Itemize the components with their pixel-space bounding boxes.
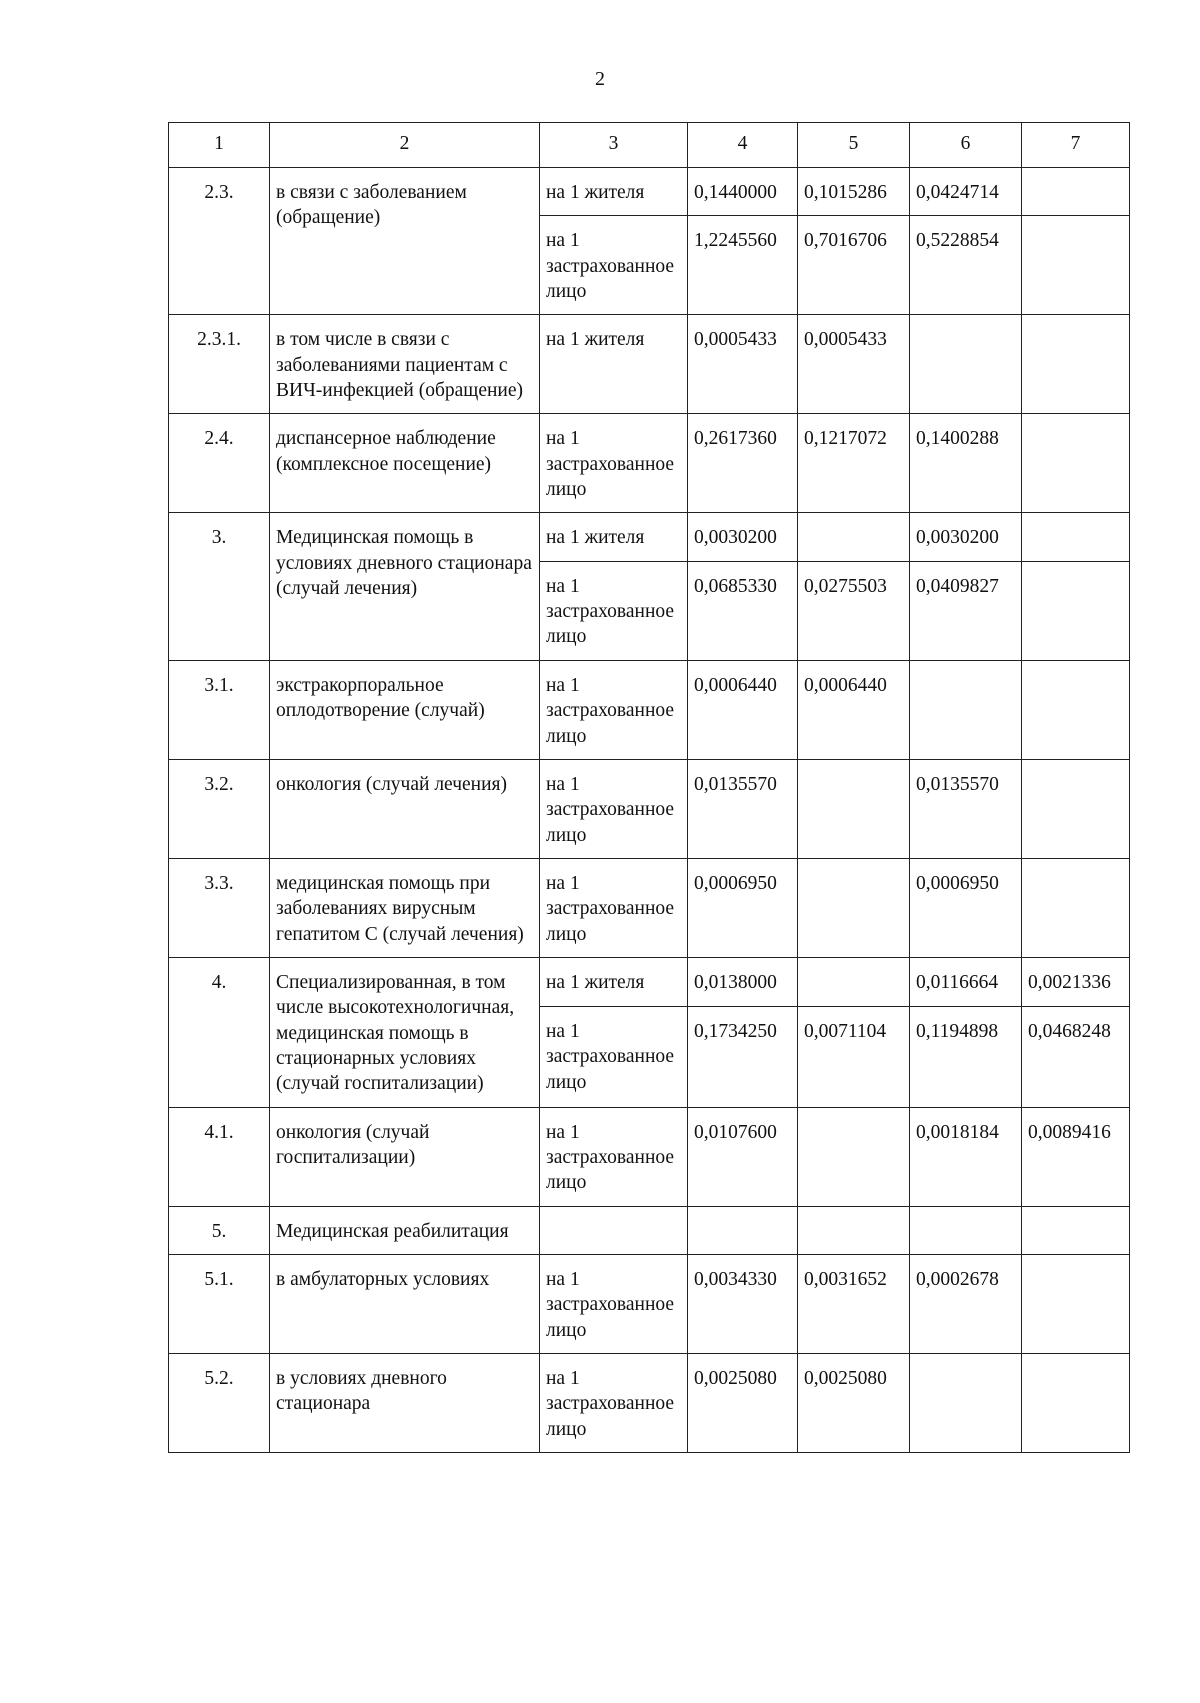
row-name: в амбулаторных условиях [270,1255,540,1354]
value-col-7: 0,0089416 [1022,1107,1130,1206]
value-col-4: 0,0006440 [688,660,798,759]
value-col-6: 0,5228854 [910,216,1022,315]
row-name: Медицинская реабилитация [270,1206,540,1254]
value-col-4: 0,2617360 [688,414,798,513]
value-col-6: 0,1400288 [910,414,1022,513]
value-col-4: 0,1734250 [688,1007,798,1108]
value-col-7 [1022,315,1130,414]
row-unit: на 1 застрахованное лицо [540,1107,688,1206]
row-number: 4. [169,957,270,1107]
value-col-6 [910,315,1022,414]
value-col-4: 0,0005433 [688,315,798,414]
value-col-5: 0,0275503 [798,561,910,660]
row-number: 5.1. [169,1255,270,1354]
row-unit: на 1 застрахованное лицо [540,1354,688,1453]
indicators-table [168,122,1130,1453]
value-col-7 [1022,1206,1130,1254]
row-unit: на 1 жителя [540,168,688,216]
row-name: диспансерное наблюдение (комплексное посещение) [270,414,540,513]
value-col-7: 0,0021336 [1022,957,1130,1006]
value-col-6: 0,1194898 [910,1007,1022,1108]
value-col-4: 0,0025080 [688,1354,798,1453]
row-number: 3.3. [169,858,270,957]
value-col-4: 1,2245560 [688,216,798,315]
value-col-5: 0,0006440 [798,660,910,759]
value-col-4: 0,0685330 [688,561,798,660]
value-col-4: 0,0034330 [688,1255,798,1354]
row-number: 5. [169,1206,270,1254]
table-row [169,513,1130,561]
value-col-6 [910,660,1022,759]
row-name: Медицинская помощь в условиях дневного стационара (случай лечения) [270,513,540,660]
row-unit: на 1 застрахованное лицо [540,1007,688,1108]
value-col-4: 0,1440000 [688,168,798,216]
row-unit [540,1206,688,1254]
row-unit: на 1 жителя [540,315,688,414]
value-col-4 [688,1206,798,1254]
column-header: 5 [798,123,910,168]
value-col-5 [798,957,910,1006]
value-col-5: 0,0071104 [798,1007,910,1108]
row-unit: на 1 застрахованное лицо [540,858,688,957]
value-col-7 [1022,414,1130,513]
row-unit: на 1 застрахованное лицо [540,759,688,858]
value-col-7 [1022,1354,1130,1453]
table-row [169,414,1130,513]
row-unit: на 1 застрахованное лицо [540,414,688,513]
row-unit: на 1 застрахованное лицо [540,216,688,315]
value-col-6: 0,0135570 [910,759,1022,858]
value-col-7 [1022,660,1130,759]
column-header: 7 [1022,123,1130,168]
row-name: онкология (случай лечения) [270,759,540,858]
row-number: 3.1. [169,660,270,759]
row-unit: на 1 застрахованное лицо [540,561,688,660]
row-name: экстракорпоральное оплодотворение (случай) [270,660,540,759]
value-col-6: 0,0409827 [910,561,1022,660]
row-number: 5.2. [169,1354,270,1453]
value-col-5 [798,759,910,858]
value-col-6: 0,0002678 [910,1255,1022,1354]
row-number: 2.4. [169,414,270,513]
value-col-5: 0,7016706 [798,216,910,315]
value-col-5 [798,1107,910,1206]
table-row [169,1206,1130,1254]
table-row [169,1255,1130,1354]
row-number: 2.3. [169,168,270,315]
value-col-7 [1022,513,1130,561]
table-header-row [169,123,1130,168]
value-col-5 [798,513,910,561]
row-unit: на 1 застрахованное лицо [540,1255,688,1354]
row-unit: на 1 застрахованное лицо [540,660,688,759]
value-col-7 [1022,216,1130,315]
value-col-6: 0,0006950 [910,858,1022,957]
value-col-6: 0,0424714 [910,168,1022,216]
value-col-6: 0,0018184 [910,1107,1022,1206]
value-col-6 [910,1354,1022,1453]
row-name: в условиях дневного стационара [270,1354,540,1453]
table-row [169,1107,1130,1206]
column-header: 1 [169,123,270,168]
table-row [169,759,1130,858]
value-col-5: 0,0005433 [798,315,910,414]
value-col-4: 0,0107600 [688,1107,798,1206]
table-row [169,315,1130,414]
value-col-5: 0,1217072 [798,414,910,513]
value-col-6: 0,0116664 [910,957,1022,1006]
row-name: в том числе в связи с заболеваниями пациентам с ВИЧ-инфекцией (обращение) [270,315,540,414]
value-col-7 [1022,1255,1130,1354]
table-row [169,957,1130,1006]
row-name: медицинская помощь при заболеваниях вирусным гепатитом С (случай лечения) [270,858,540,957]
value-col-5: 0,0025080 [798,1354,910,1453]
row-number: 3. [169,513,270,660]
row-number: 2.3.1. [169,315,270,414]
column-header: 4 [688,123,798,168]
value-col-4: 0,0135570 [688,759,798,858]
column-header: 6 [910,123,1022,168]
value-col-7 [1022,759,1130,858]
value-col-7: 0,0468248 [1022,1007,1130,1108]
column-header: 3 [540,123,688,168]
value-col-4: 0,0006950 [688,858,798,957]
table-row [169,660,1130,759]
value-col-5: 0,1015286 [798,168,910,216]
value-col-4: 0,0030200 [688,513,798,561]
value-col-4: 0,0138000 [688,957,798,1006]
row-unit: на 1 жителя [540,513,688,561]
value-col-5 [798,1206,910,1254]
table-row [169,168,1130,216]
page-number: 2 [595,68,605,90]
value-col-7 [1022,858,1130,957]
value-col-6: 0,0030200 [910,513,1022,561]
column-header: 2 [270,123,540,168]
row-name: Специализированная, в том числе высокотехнологичная, медицинская помощь в стационарных условиях (случай госпитализации) [270,957,540,1107]
row-number: 4.1. [169,1107,270,1206]
row-unit: на 1 жителя [540,957,688,1006]
row-number: 3.2. [169,759,270,858]
table-row [169,1354,1130,1453]
value-col-5: 0,0031652 [798,1255,910,1354]
table-row [169,858,1130,957]
value-col-7 [1022,168,1130,216]
value-col-6 [910,1206,1022,1254]
row-name: онкология (случай госпитализации) [270,1107,540,1206]
value-col-5 [798,858,910,957]
row-name: в связи с заболеванием (обращение) [270,168,540,315]
value-col-7 [1022,561,1130,660]
